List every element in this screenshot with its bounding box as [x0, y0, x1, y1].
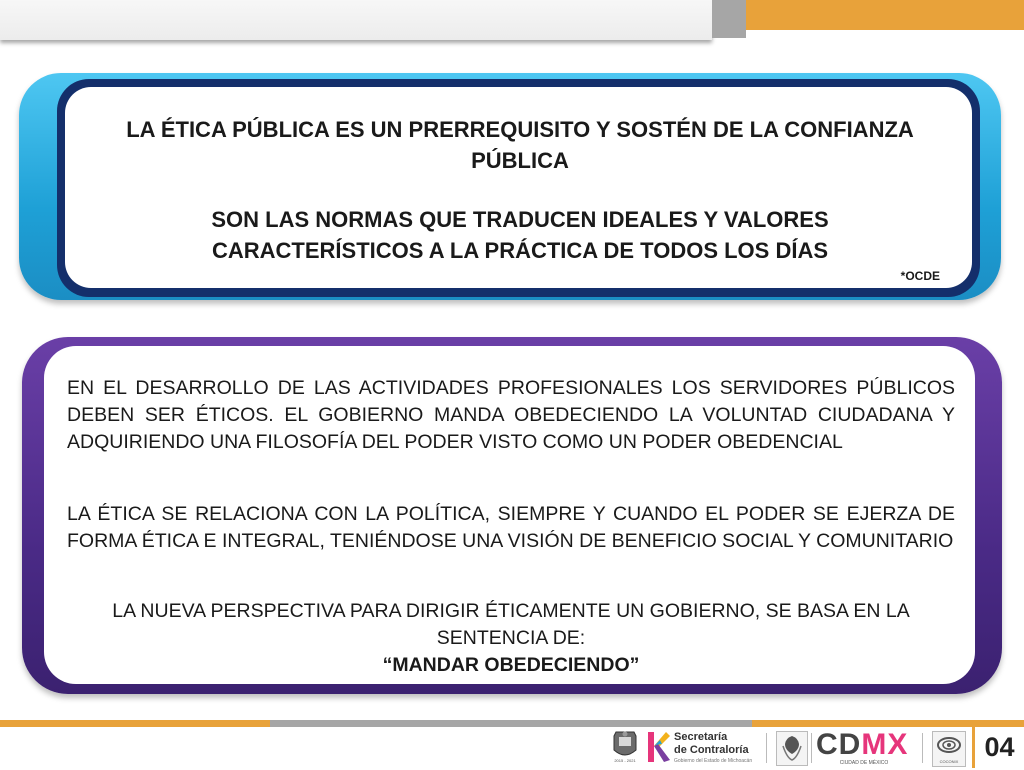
contraloria-title-line1: Secretaría: [674, 731, 728, 743]
bottom-bar-gray: [270, 720, 752, 727]
source-note: *OCDE: [900, 269, 940, 283]
seal-caption: 2015 - 2021: [614, 758, 636, 763]
cdmx-wordmark-cd: CD: [816, 728, 862, 761]
paragraph-new-perspective: [67, 598, 955, 679]
logo-divider: [922, 733, 923, 763]
mandar-obedeciendo-quote: “MANDAR OBEDECIENDO”: [382, 654, 640, 676]
cdmx-subtitle: CIUDAD DE MÉXICO: [839, 760, 889, 766]
bottom-bar-orange-left: [0, 720, 270, 727]
contraloria-k-icon: [646, 730, 670, 764]
logo-divider: [766, 733, 767, 763]
paragraph-ethics-politics: LA ÉTICA SE RELACIONA CON LA POLÍTICA, SIEMPRE Y CUANDO EL PODER SE EJERZA DE FORMA ÉTICA E INTEGRAL, TENIÉNDOSE UNA VISIÓN DE BENEFICIO SOCIAL Y COMUNITARIO: [67, 503, 955, 552]
contraloria-subtitle: Gobierno del Estado de Michoacán: [674, 758, 753, 764]
contraloria-logo: [646, 728, 758, 766]
perspective-text: LA NUEVA PERSPECTIVA PARA DIRIGIR ÉTICAMENTE UN GOBIERNO, SE BASA EN LA SENTENCIA DE:: [112, 600, 910, 649]
logo-divider: [811, 733, 812, 763]
ethics-definition-statement: LA ÉTICA PÚBLICA ES UN PRERREQUISITO Y SOSTÉN DE LA CONFIANZA PÚBLICA: [126, 117, 914, 173]
page-number: 04: [972, 727, 1024, 768]
top-bar-orange: [746, 0, 1024, 30]
coconix-caption: COCONIX: [939, 759, 959, 764]
paragraph-public-servants: EN EL DESARROLLO DE LAS ACTIVIDADES PROFESIONALES LOS SERVIDORES PÚBLICOS DEBEN SER ÉTICOS. EL GOBIERNO MANDA OBEDECIENDO LA VOLUNTAD CIUDADANA Y ADQUIRIENDO UNA FILOSOFÍA DEL PODER VISTO COMO UN PODER OBEDENCIAL: [67, 377, 955, 453]
bottom-bar-orange-right: [752, 720, 1024, 727]
michoacan-seal-icon: [610, 728, 640, 764]
top-bar-gray: [712, 0, 746, 38]
government-shield-icon: [776, 731, 808, 766]
cdmx-wordmark-mx: MX: [861, 728, 909, 761]
norms-definition-statement: SON LAS NORMAS QUE TRADUCEN IDEALES Y VALORES CARACTERÍSTICOS A LA PRÁCTICA DE TODOS LOS DÍAS: [211, 207, 829, 263]
contraloria-title-line2: de Contraloría: [674, 744, 749, 756]
cdmx-logo: [816, 729, 916, 767]
cdmx-wordmark: [816, 729, 908, 761]
coconix-logo: [932, 731, 966, 767]
top-bar-light: [0, 0, 712, 40]
